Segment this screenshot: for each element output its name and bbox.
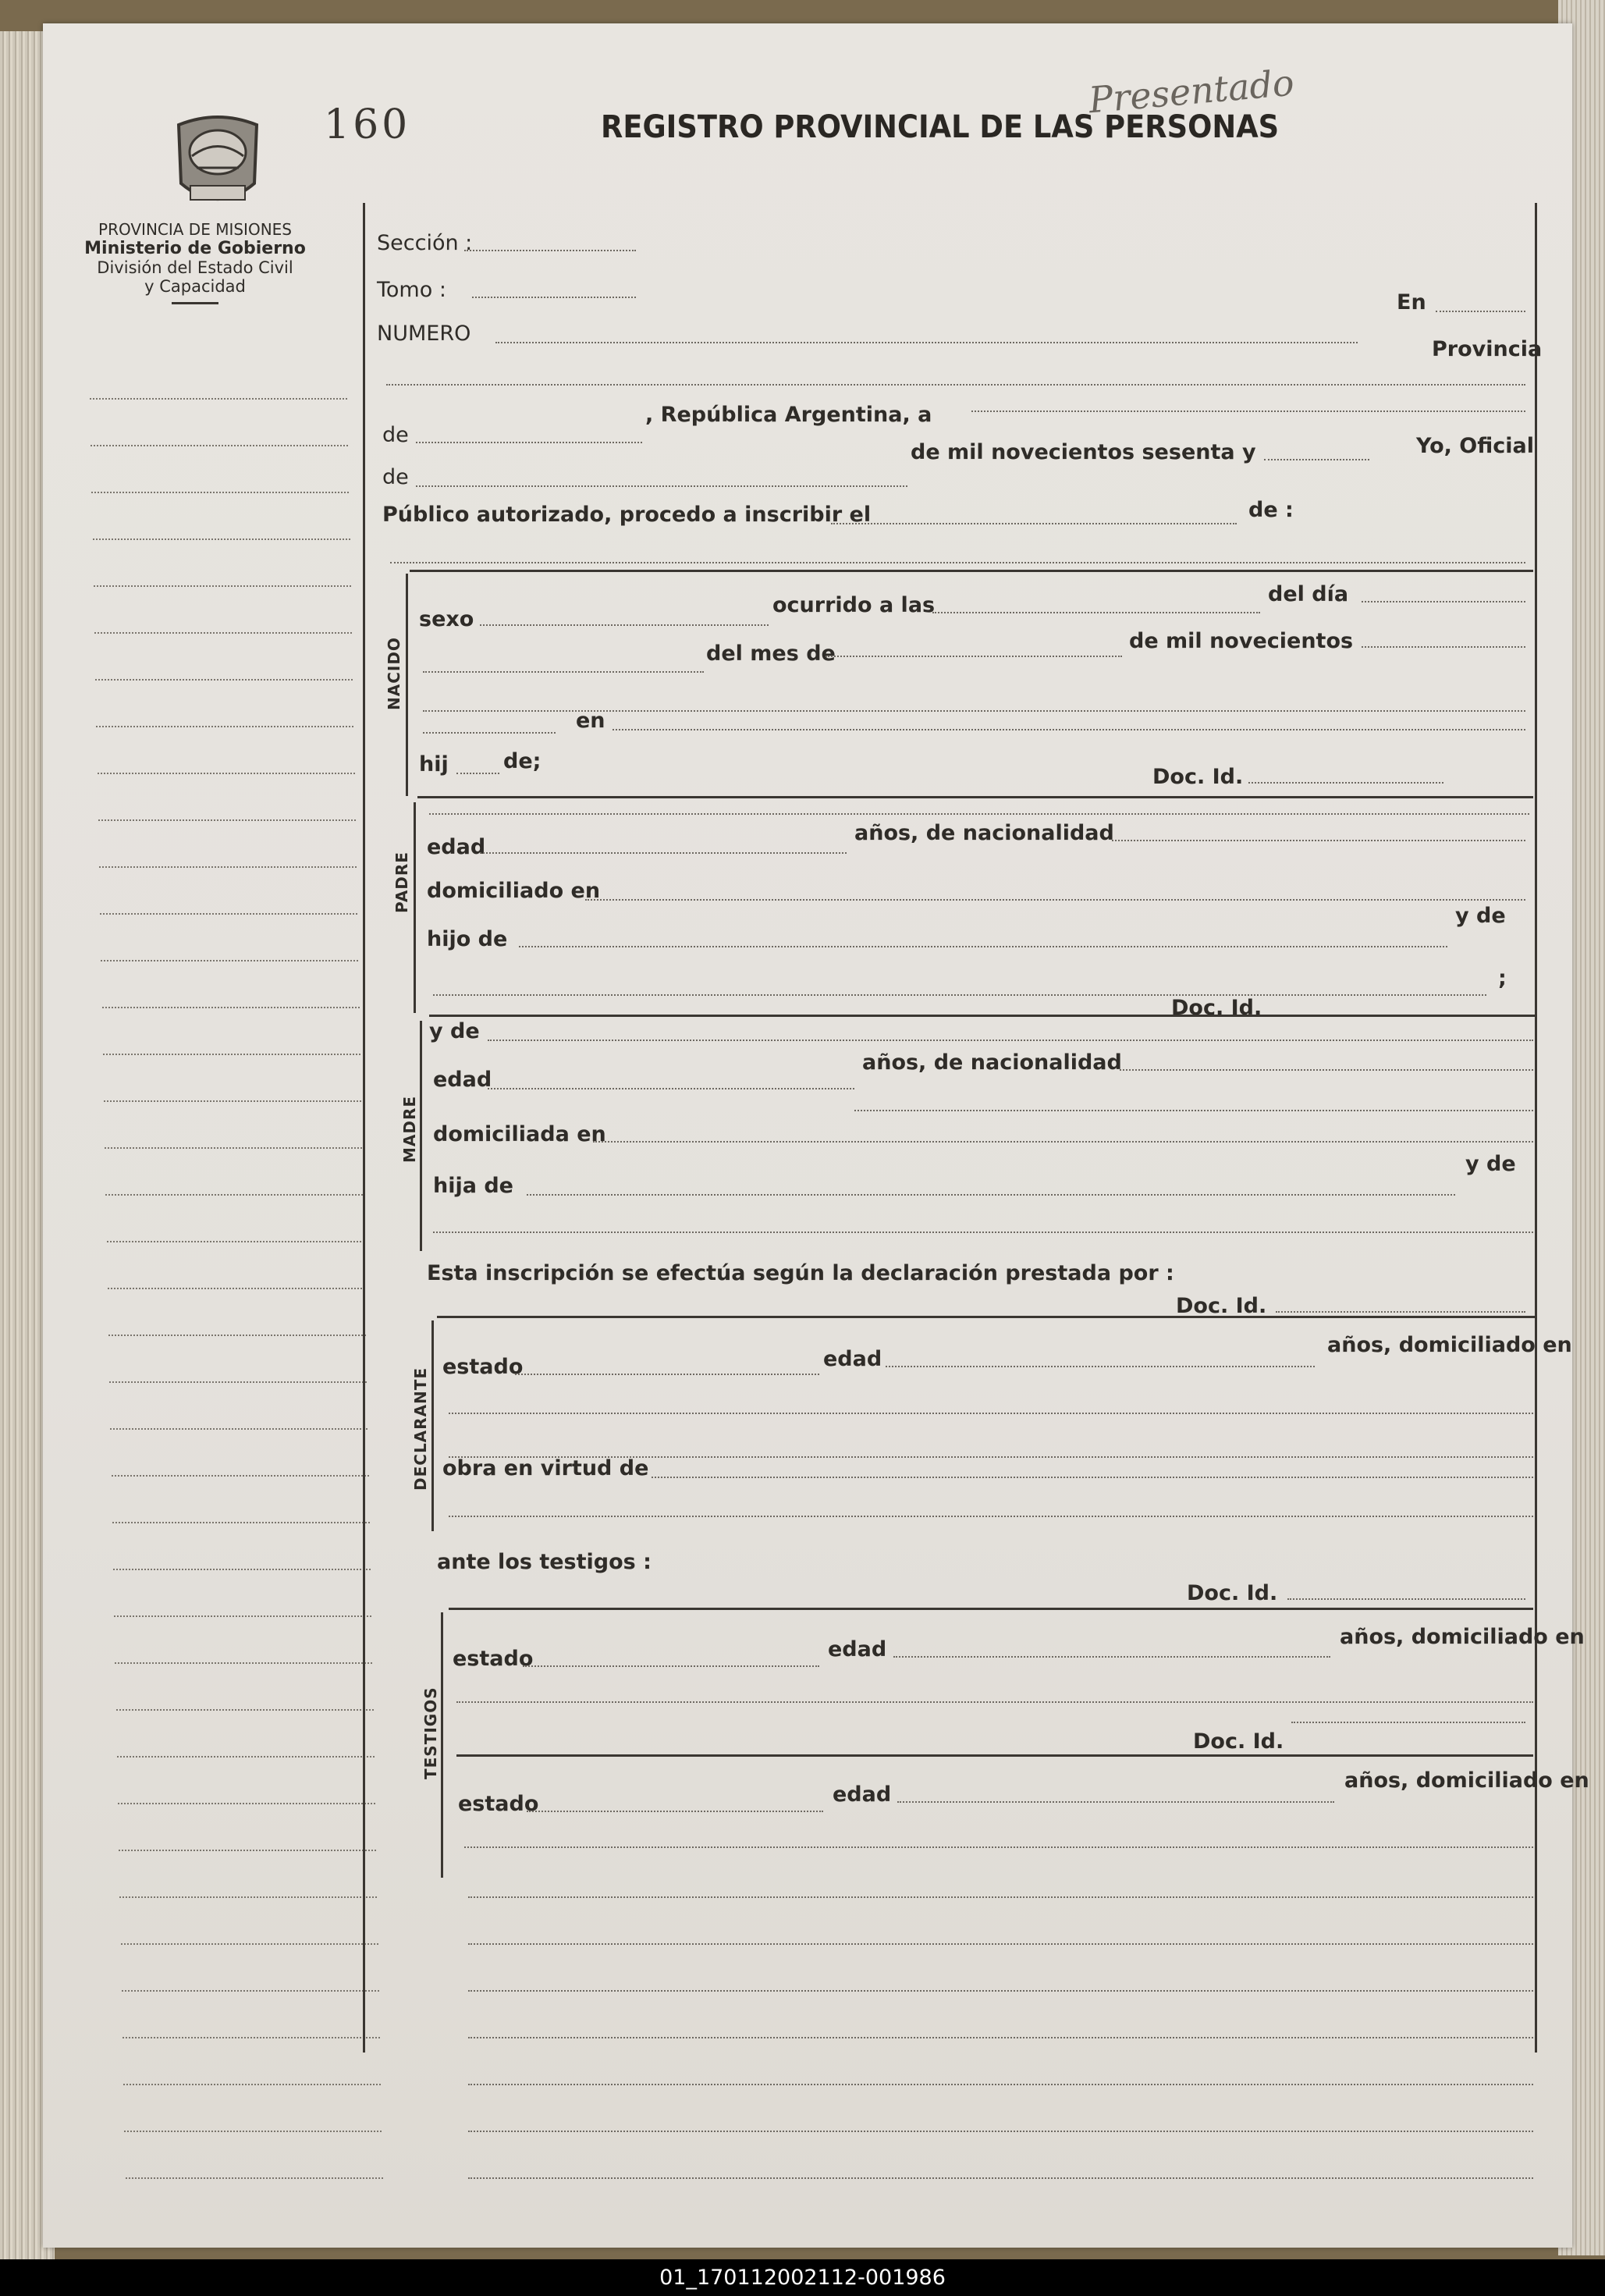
margin-ruled-line[interactable] xyxy=(101,960,358,961)
margin-ruled-line[interactable] xyxy=(100,913,357,915)
margin-ruled-line[interactable] xyxy=(96,726,353,727)
madre-top-rule xyxy=(429,1015,1537,1017)
margin-ruled-line[interactable] xyxy=(102,1007,360,1008)
margin-ruled-line[interactable] xyxy=(112,1475,369,1477)
numero-field[interactable] xyxy=(495,342,1358,343)
ministry-name: Ministerio de Gobierno xyxy=(84,239,306,258)
madre-edad-label: edad xyxy=(433,1068,492,1092)
provincia-label: Provincia xyxy=(1432,337,1543,361)
testigo1-line-2[interactable] xyxy=(456,1701,1533,1703)
margin-ruled-line[interactable] xyxy=(99,866,357,868)
margin-ruled-line[interactable] xyxy=(126,2177,383,2179)
declarante-estado-field[interactable] xyxy=(515,1374,819,1375)
nacido-top-rule xyxy=(410,570,1533,572)
testigo2-rule xyxy=(456,1754,1533,1757)
numero-label: NUMERO xyxy=(377,322,471,346)
testigos-label: TESTIGOS xyxy=(421,1686,440,1779)
notes-ruled-line[interactable] xyxy=(468,2177,1533,2179)
hij-de-label: de; xyxy=(503,749,542,773)
padre-top-rule xyxy=(417,796,1533,798)
handwritten-stamp: Presentado xyxy=(1087,61,1296,122)
testigos-intro: ante los testigos : xyxy=(437,1550,652,1574)
nacido-line-4a[interactable] xyxy=(423,732,556,734)
testigo2-edad-field[interactable] xyxy=(897,1801,1334,1803)
sidebar-header xyxy=(78,220,312,304)
del-dia-label: del día xyxy=(1268,582,1349,606)
declarante-edad-label: edad xyxy=(823,1347,882,1371)
margin-ruled-line[interactable] xyxy=(90,398,347,400)
margin-ruled-line[interactable] xyxy=(108,1288,365,1289)
sexo-field[interactable] xyxy=(480,624,769,626)
nacido-doc-field[interactable] xyxy=(1248,782,1443,784)
margin-ruled-line[interactable] xyxy=(91,492,349,493)
padre-hijo-de-label: hijo de xyxy=(427,927,508,951)
yo-oficial-label: Yo, Oficial xyxy=(1416,434,1534,458)
en-label: En xyxy=(1397,290,1426,315)
margin-ruled-line[interactable] xyxy=(105,1147,362,1149)
register-page xyxy=(43,23,1589,2248)
main-vertical-rule xyxy=(363,203,365,2053)
obra-label: obra en virtud de xyxy=(442,1456,649,1480)
tomo-field[interactable] xyxy=(472,297,636,298)
margin-ruled-line[interactable] xyxy=(112,1522,370,1523)
margin-ruled-line[interactable] xyxy=(117,1756,375,1758)
capacity-name: y Capacidad xyxy=(144,277,246,296)
margin-ruled-line[interactable] xyxy=(123,2037,380,2038)
padre-label: PADRE xyxy=(392,851,411,913)
declarante-top-rule xyxy=(437,1316,1537,1318)
margin-ruled-line[interactable] xyxy=(103,1054,360,1055)
file-id-footer: 01_170112002112-001986 xyxy=(0,2259,1605,2296)
notes-ruled-line[interactable] xyxy=(468,2084,1533,2085)
padre-line-4[interactable] xyxy=(433,994,1486,996)
margin-ruled-line[interactable] xyxy=(122,1990,379,1992)
madre-hija-de-label: hija de xyxy=(433,1174,513,1198)
margin-ruled-line[interactable] xyxy=(98,773,355,774)
de-colon-label: de : xyxy=(1248,498,1294,522)
padre-hijo-de-field[interactable] xyxy=(519,946,1447,947)
nacido-label: NACIDO xyxy=(385,637,403,710)
nacido-doc-label: Doc. Id. xyxy=(1152,765,1244,789)
margin-ruled-line[interactable] xyxy=(94,585,351,587)
margin-ruled-line[interactable] xyxy=(94,632,352,634)
del-mes-label: del mes de xyxy=(706,642,836,666)
margin-ruled-line[interactable] xyxy=(95,679,353,681)
hij-field[interactable] xyxy=(456,773,499,774)
declarante-doc-label: Doc. Id. xyxy=(1176,1294,1267,1318)
margin-ruled-line[interactable] xyxy=(98,819,356,821)
de-label-1: de xyxy=(382,423,409,447)
mil-novecientos-label: de mil novecientos xyxy=(1129,629,1354,653)
madre-y-de2-label: y de xyxy=(1465,1152,1516,1176)
margin-ruled-line[interactable] xyxy=(107,1241,364,1242)
page-number: 160 xyxy=(324,101,411,148)
publico-label: Público autorizado, procedo a inscribir el xyxy=(382,503,872,527)
madre-nacionalidad-field[interactable] xyxy=(1120,1069,1533,1071)
padre-edad-field[interactable] xyxy=(480,852,847,854)
testigo2-doc-label: Doc. Id. xyxy=(1193,1729,1284,1754)
sesenta-field[interactable] xyxy=(1264,459,1369,460)
padre-y-de-label: y de xyxy=(1455,904,1506,928)
notes-ruled-line[interactable] xyxy=(468,2037,1533,2038)
mes-field[interactable] xyxy=(826,656,1122,657)
padre-doc-label: Doc. Id. xyxy=(1171,996,1262,1020)
madre-anos-label: años, de nacionalidad xyxy=(862,1050,1122,1075)
padre-semicolon: ; xyxy=(1498,966,1507,990)
page-title: REGISTRO PROVINCIAL DE LAS PERSONAS xyxy=(601,109,1280,145)
province-name: PROVINCIA DE MISIONES xyxy=(98,220,292,239)
hij-label: hij xyxy=(419,752,449,777)
madre-y-de-label: y de xyxy=(429,1019,480,1043)
sidebar-divider xyxy=(172,302,218,304)
testigo2-estado-field[interactable] xyxy=(527,1811,823,1812)
margin-ruled-line[interactable] xyxy=(108,1335,366,1336)
margin-ruled-line[interactable] xyxy=(93,538,350,540)
notes-ruled-line[interactable] xyxy=(468,2131,1533,2132)
madre-domicilio-field[interactable] xyxy=(593,1141,1533,1143)
testigo1-estado-label: estado xyxy=(453,1647,534,1671)
madre-line-3[interactable] xyxy=(854,1110,1533,1111)
declarante-doc-field[interactable] xyxy=(1276,1311,1525,1313)
testigo2-estado-label: estado xyxy=(458,1792,539,1816)
dia-field[interactable] xyxy=(1362,601,1525,602)
notes-ruled-line[interactable] xyxy=(468,1943,1533,1945)
inscribir-field[interactable] xyxy=(831,523,1237,524)
mil-sesenta-label: de mil novecientos sesenta y xyxy=(911,440,1256,464)
anio-field[interactable] xyxy=(1362,646,1525,648)
ocurrido-label: ocurrido a las xyxy=(772,593,936,617)
tomo-label: Tomo : xyxy=(377,278,446,302)
margin-ruled-line[interactable] xyxy=(110,1428,368,1430)
padre-domicilio-label: domiciliado en xyxy=(427,879,601,903)
margin-ruled-line[interactable] xyxy=(91,445,348,446)
margin-ruled-line[interactable] xyxy=(121,1943,378,1945)
testigo1-anos-label: años, domiciliado en xyxy=(1340,1625,1585,1649)
testigos-rule xyxy=(441,1612,443,1878)
en-field[interactable] xyxy=(1436,311,1525,312)
madre-line-5[interactable] xyxy=(433,1232,1533,1233)
declarante-estado-label: estado xyxy=(442,1355,524,1379)
margin-ruled-line[interactable] xyxy=(104,1100,361,1102)
madre-label: MADRE xyxy=(400,1095,419,1163)
de-label-2: de xyxy=(382,465,409,489)
madre-domicilio-label: domiciliada en xyxy=(433,1122,606,1146)
madre-edad-field[interactable] xyxy=(488,1088,854,1089)
padre-nacionalidad-field[interactable] xyxy=(1112,840,1525,841)
margin-ruled-line[interactable] xyxy=(105,1194,363,1196)
testigo2-anos-label: años, domiciliado en xyxy=(1344,1768,1589,1793)
notes-ruled-line[interactable] xyxy=(468,1990,1533,1992)
de-field-2[interactable] xyxy=(416,485,907,487)
margin-ruled-line[interactable] xyxy=(118,1803,375,1804)
margin-ruled-line[interactable] xyxy=(119,1850,376,1851)
declarante-line-2[interactable] xyxy=(449,1413,1533,1414)
madre-rule xyxy=(420,1021,422,1251)
testigo1-edad-label: edad xyxy=(828,1637,887,1662)
nombre-field[interactable] xyxy=(390,562,1525,563)
margin-ruled-line[interactable] xyxy=(123,2084,381,2085)
sexo-label: sexo xyxy=(419,607,474,631)
provincia-field[interactable] xyxy=(386,384,1525,386)
hora-field[interactable] xyxy=(932,612,1260,613)
obra-field[interactable] xyxy=(652,1477,1533,1478)
testigo2-line-2[interactable] xyxy=(464,1846,1533,1848)
declaracion-text: Esta inscripción se efectúa según la declaración prestada por : xyxy=(427,1261,1174,1285)
declarante-label: DECLARANTE xyxy=(411,1367,430,1491)
testigo1-estado-field[interactable] xyxy=(523,1665,819,1667)
padre-domicilio-field[interactable] xyxy=(585,899,1525,901)
padre-nombre-field[interactable] xyxy=(429,813,1529,815)
margin-ruled-line[interactable] xyxy=(124,2131,382,2132)
declarante-rule xyxy=(431,1320,434,1531)
padre-edad-label: edad xyxy=(427,835,486,859)
provincial-emblem-icon xyxy=(167,109,268,219)
padre-rule xyxy=(414,802,416,1013)
padre-anos-label: años, de nacionalidad xyxy=(854,821,1114,845)
margin-ruled-line[interactable] xyxy=(113,1569,371,1570)
de-field-1[interactable] xyxy=(416,442,642,443)
seccion-label: Sección : xyxy=(377,231,473,255)
republica-label: , República Argentina, a xyxy=(645,403,932,427)
testigo2-doc-field[interactable] xyxy=(1291,1722,1525,1723)
division-name: División del Estado Civil xyxy=(97,258,293,277)
margin-ruled-line[interactable] xyxy=(114,1615,371,1617)
madre-hija-de-field[interactable] xyxy=(527,1194,1455,1196)
fecha-field[interactable] xyxy=(971,411,1525,412)
nacido-rule xyxy=(406,574,408,796)
lugar-field[interactable] xyxy=(613,729,1525,730)
margin-ruled-line[interactable] xyxy=(115,1662,372,1664)
margin-ruled-line[interactable] xyxy=(119,1896,377,1898)
nacido-line-2a[interactable] xyxy=(423,671,704,673)
margin-ruled-line[interactable] xyxy=(109,1381,367,1383)
testigo1-doc-label: Doc. Id. xyxy=(1187,1581,1278,1605)
seccion-field[interactable] xyxy=(464,250,636,251)
testigo1-edad-field[interactable] xyxy=(893,1656,1330,1658)
margin-ruled-line[interactable] xyxy=(116,1709,374,1711)
testigo1-doc-field[interactable] xyxy=(1287,1598,1525,1600)
testigos-top-rule xyxy=(449,1608,1533,1610)
en-lugar-label: en xyxy=(576,709,605,733)
testigo2-edad-label: edad xyxy=(833,1782,892,1807)
declarante-anos-label: años, domiciliado en xyxy=(1327,1333,1572,1357)
madre-nombre-field[interactable] xyxy=(488,1040,1533,1041)
declarante-line-5[interactable] xyxy=(449,1516,1533,1517)
declarante-edad-field[interactable] xyxy=(886,1366,1315,1367)
notes-ruled-line[interactable] xyxy=(468,1896,1533,1898)
